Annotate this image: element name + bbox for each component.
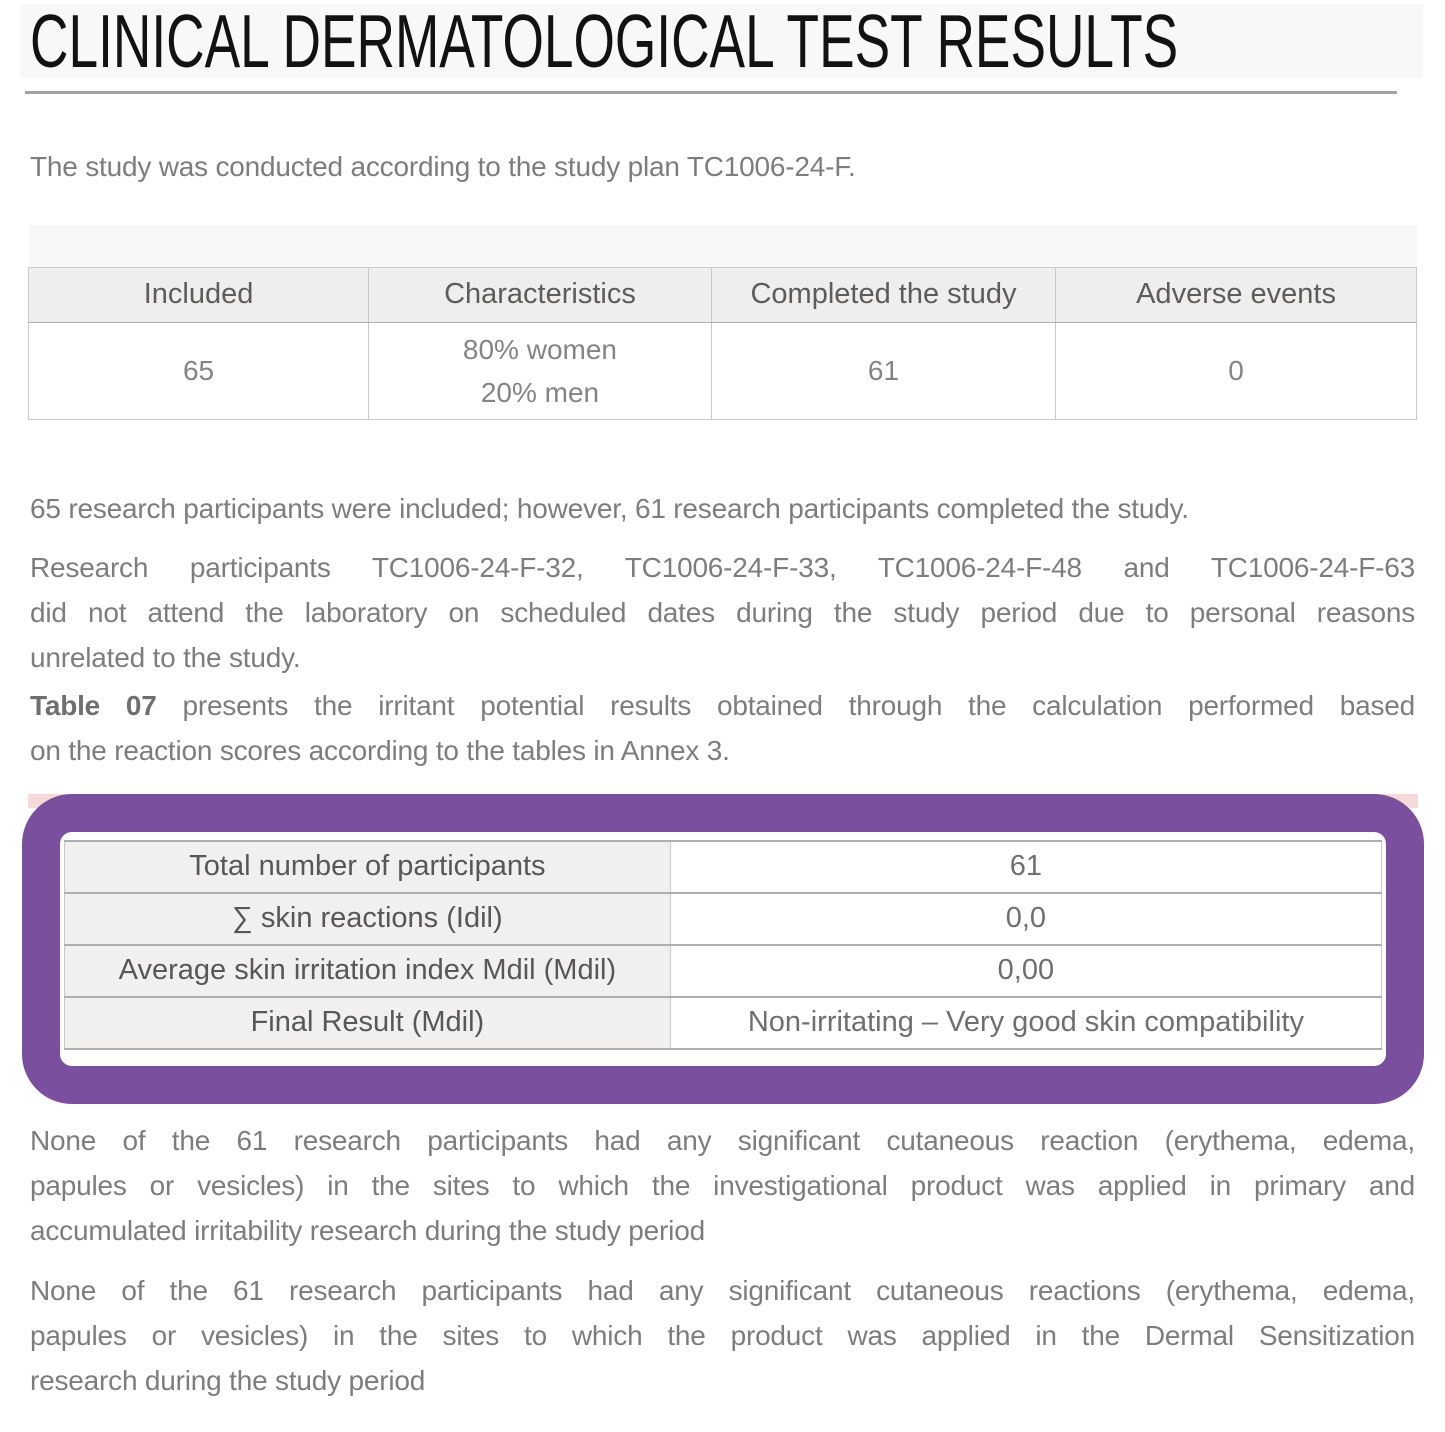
intro-paragraph: The study was conducted according to the study plan TC1006-24-F. xyxy=(30,151,856,182)
characteristics-men: 20% men xyxy=(480,376,600,408)
table07-paragraph xyxy=(30,683,1415,773)
total-participants-value: 61 xyxy=(670,841,1381,893)
no-sensitization-line-1: None of the 61 research participants had any significant cutaneous reactions (erythema, edema, xyxy=(30,1274,1415,1306)
dropouts-line-2: did not attend the laboratory on scheduled dates during the study period due to personal reasons xyxy=(30,596,1415,628)
summary-table-caption-band xyxy=(29,225,1417,267)
title-underline-rule xyxy=(25,91,1397,94)
average-irritation-index-label: Average skin irritation index Mdil (Mdil) xyxy=(65,945,671,997)
no-sensitization-line-3: research during the study period xyxy=(30,1364,426,1396)
total-participants-label: Total number of participants xyxy=(65,841,671,893)
table07-line-1-rest: presents the irritant potential results obtained through the calculation performed based xyxy=(156,689,1415,721)
table07-line-2: on the reaction scores according to the tables in Annex 3. xyxy=(30,734,730,766)
skin-reactions-value: 0,0 xyxy=(670,893,1381,945)
purple-highlight-box xyxy=(22,794,1424,1104)
caption-band-cell xyxy=(29,225,1417,267)
page-title: CLINICAL DERMATOLOGICAL TEST RESULTS xyxy=(30,0,1179,83)
dropouts-line-3: unrelated to the study. xyxy=(30,641,301,673)
no-reaction-line-3: accumulated irritability research during the study period xyxy=(30,1214,705,1246)
table07-line-1 xyxy=(30,683,1415,728)
summary-table-data-row xyxy=(29,322,1417,419)
column-header-characteristics: Characteristics xyxy=(369,267,712,322)
table07-label: Table 07 xyxy=(30,689,157,721)
average-irritation-index-value: 0,00 xyxy=(670,945,1381,997)
final-result-label: Final Result (Mdil) xyxy=(65,997,671,1049)
column-header-adverse-events: Adverse events xyxy=(1056,267,1417,322)
irritant-potential-results-table xyxy=(64,840,1382,1050)
column-header-completed: Completed the study xyxy=(711,267,1055,322)
included-value-cell: 65 xyxy=(29,322,369,419)
title-band xyxy=(20,0,1423,83)
no-reaction-line-2: papules or vesicles) in the sites to which the investigational product was applied in primary and xyxy=(30,1169,1415,1201)
final-result-value: Non-irritating – Very good skin compatibility xyxy=(670,997,1381,1049)
column-header-included: Included xyxy=(29,267,369,322)
table-row xyxy=(65,997,1382,1049)
completed-study-paragraph: 65 research participants were included; however, 61 research participants completed the study. xyxy=(30,492,1189,524)
participants-summary-table xyxy=(28,225,1417,420)
adverse-events-value-cell: 0 xyxy=(1056,322,1417,419)
summary-table-header-row xyxy=(29,267,1417,322)
characteristics-women: 80% women xyxy=(462,333,617,365)
no-reaction-sensitization-paragraph xyxy=(30,1268,1415,1403)
table-row xyxy=(65,945,1382,997)
skin-reactions-label: ∑ skin reactions (Idil) xyxy=(65,893,671,945)
results-highlight-section xyxy=(22,794,1424,1104)
no-reaction-investigational-paragraph xyxy=(30,1118,1415,1253)
no-sensitization-line-2: papules or vesicles) in the sites to which the product was applied in the Dermal Sensitization xyxy=(30,1319,1415,1351)
table-row xyxy=(65,893,1382,945)
characteristics-value-cell xyxy=(369,322,712,419)
no-reaction-line-1: None of the 61 research participants had any significant cutaneous reaction (erythema, edema, xyxy=(30,1124,1415,1156)
dropouts-paragraph xyxy=(30,545,1415,680)
completed-value-cell: 61 xyxy=(711,322,1055,419)
dropouts-line-1: Research participants TC1006-24-F-32, TC1006-24-F-33, TC1006-24-F-48 and TC1006-24-F-63 xyxy=(30,551,1415,583)
table-row xyxy=(65,841,1382,893)
